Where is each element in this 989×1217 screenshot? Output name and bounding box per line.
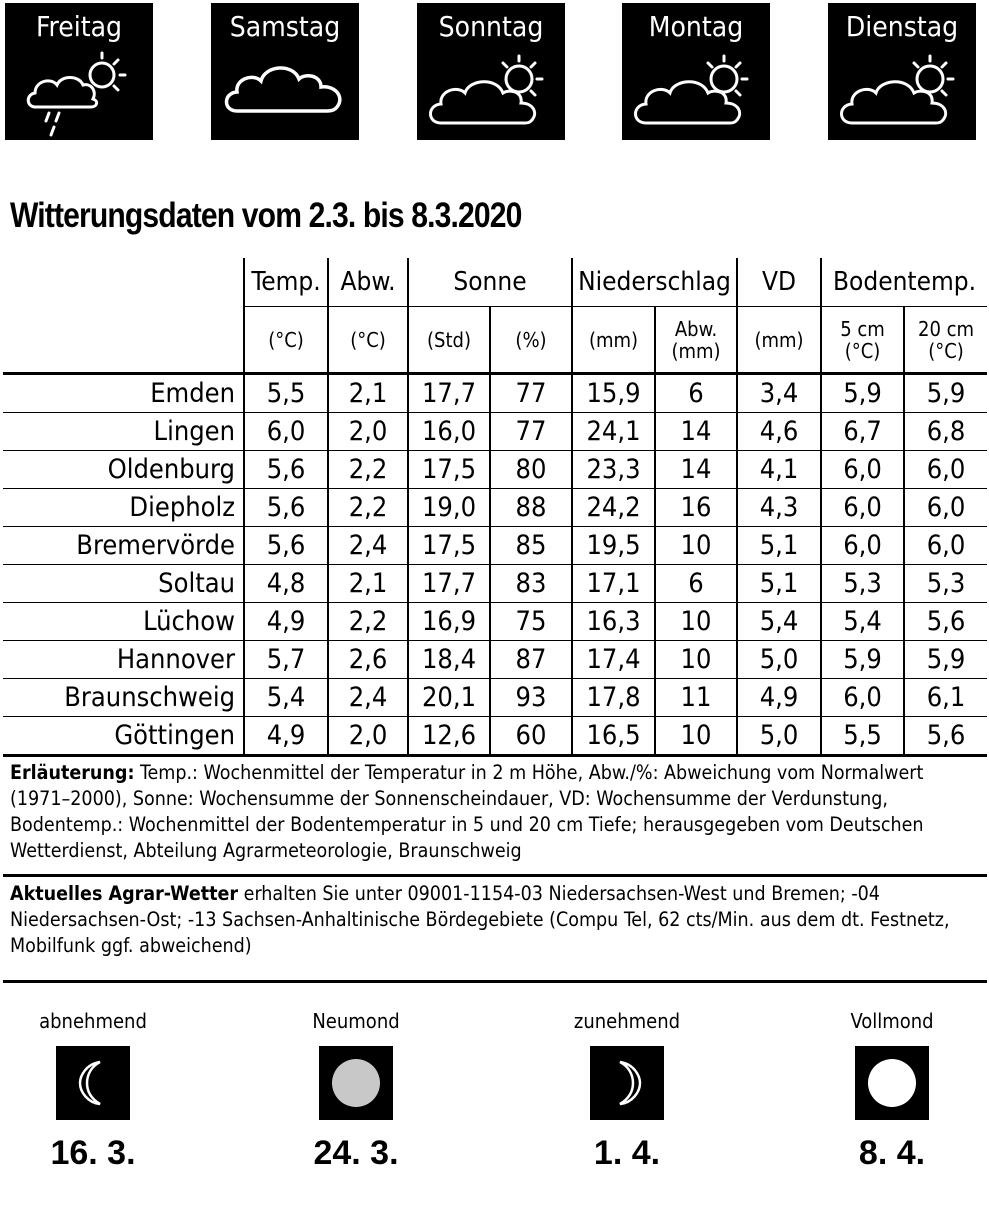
cell-mmabw: 6 (655, 374, 737, 413)
cell-abw: 2,0 (328, 717, 408, 756)
cell-pct: 77 (490, 374, 572, 413)
cell-mm: 17,1 (572, 565, 655, 603)
explanation-label: Erläuterung: (10, 761, 135, 784)
cell-pct: 77 (490, 413, 572, 451)
cell-mmabw: 6 (655, 565, 737, 603)
cell-b5: 5,4 (821, 603, 904, 641)
col-group-vd: VD (737, 258, 821, 307)
cell-b5: 5,9 (821, 641, 904, 679)
cell-mm: 16,5 (572, 717, 655, 756)
cell-mmabw: 16 (655, 489, 737, 527)
cell-vd: 3,4 (737, 374, 821, 413)
divider (3, 980, 987, 983)
unit-nieder-mm: (mm) (572, 307, 655, 374)
forecast-tile-saturday (211, 3, 359, 140)
cell-pct: 80 (490, 451, 572, 489)
cell-mmabw: 11 (655, 679, 737, 717)
table-row (3, 527, 987, 565)
unit-boden-20cm (904, 307, 987, 374)
page-title: Witterungsdaten vom 2.3. bis 8.3.2020 (10, 196, 522, 235)
cell-b20: 6,1 (904, 679, 987, 717)
cell-pct: 87 (490, 641, 572, 679)
sun-cloud-icon (828, 47, 976, 140)
table-row (3, 413, 987, 451)
forecast-tile-monday (622, 3, 770, 140)
cell-abw: 2,2 (328, 603, 408, 641)
forecast-tile-friday (5, 3, 153, 140)
unit-label: 5 cm (840, 316, 885, 341)
cell-mmabw: 10 (655, 641, 737, 679)
cell-b5: 6,0 (821, 489, 904, 527)
cell-pct: 88 (490, 489, 572, 527)
new-moon-icon (319, 1046, 393, 1120)
cell-b5: 5,3 (821, 565, 904, 603)
forecast-tile-sunday (417, 3, 565, 140)
cell-std: 19,0 (408, 489, 490, 527)
cell-pct: 60 (490, 717, 572, 756)
table-row (3, 717, 987, 756)
explanation-text (10, 760, 985, 864)
forecast-day: Freitag (36, 10, 122, 43)
cell-abw: 2,4 (328, 679, 408, 717)
cell-temp: 4,9 (244, 717, 328, 756)
rain-sun-cloud-icon (5, 47, 153, 140)
cell-b5: 5,9 (821, 374, 904, 413)
cell-vd: 4,9 (737, 679, 821, 717)
forecast-day: Samstag (229, 10, 341, 43)
table-row (3, 565, 987, 603)
cell-mm: 23,3 (572, 451, 655, 489)
cell-temp: 5,7 (244, 641, 328, 679)
cell-vd: 5,0 (737, 641, 821, 679)
agrar-body: erhalten Sie unter 09001-1154-03 Niedersachsen-West und Bremen; -04 Niedersachsen-Ost; -13 Sachsen-Anhaltinische Bördegebiete (Compu Tel, 62 cts/Min. aus dem dt. Festnetz, Mobilfunk ggf. abweichend) (10, 882, 950, 957)
cell-std: 18,4 (408, 641, 490, 679)
unit-sonne-std: (Std) (408, 307, 490, 374)
cell-mmabw: 10 (655, 527, 737, 565)
unit-vd: (mm) (737, 307, 821, 374)
forecast-tile-tuesday (828, 3, 976, 140)
moon-phase-date: 8. 4. (858, 1134, 926, 1172)
cell-std: 17,7 (408, 565, 490, 603)
station-name: Diepholz (3, 489, 244, 527)
cell-std: 12,6 (408, 717, 490, 756)
cell-mm: 16,3 (572, 603, 655, 641)
cell-mmabw: 14 (655, 451, 737, 489)
cell-abw: 2,1 (328, 565, 408, 603)
cell-vd: 5,0 (737, 717, 821, 756)
divider (3, 874, 987, 877)
cell-abw: 2,4 (328, 527, 408, 565)
col-group-niederschlag: Niederschlag (572, 258, 737, 307)
sun-cloud-icon (417, 47, 565, 140)
moon-phase-date: 16. 3. (50, 1134, 136, 1172)
cell-b20: 6,8 (904, 413, 987, 451)
unit-sonne-pct: (%) (490, 307, 572, 374)
col-group-temp: Temp. (244, 258, 328, 307)
cell-mmabw: 14 (655, 413, 737, 451)
station-name: Soltau (3, 565, 244, 603)
cell-vd: 4,6 (737, 413, 821, 451)
cell-b5: 6,0 (821, 451, 904, 489)
cell-temp: 4,9 (244, 603, 328, 641)
sun-cloud-icon (622, 47, 770, 140)
moon-phase-date: 24. 3. (313, 1134, 399, 1172)
cell-temp: 6,0 (244, 413, 328, 451)
cell-mm: 15,9 (572, 374, 655, 413)
cell-abw: 2,6 (328, 641, 408, 679)
cell-mm: 17,8 (572, 679, 655, 717)
station-name: Lüchow (3, 603, 244, 641)
cell-temp: 5,6 (244, 527, 328, 565)
table-row (3, 679, 987, 717)
unit-label: (°C) (928, 338, 964, 363)
cell-std: 17,5 (408, 451, 490, 489)
station-name: Emden (3, 374, 244, 413)
cell-mm: 19,5 (572, 527, 655, 565)
col-group-sonne: Sonne (408, 258, 572, 307)
cell-std: 20,1 (408, 679, 490, 717)
cell-b20: 6,0 (904, 489, 987, 527)
moon-phase-box (855, 1046, 929, 1120)
cell-mmabw: 10 (655, 603, 737, 641)
moon-phase-box (319, 1046, 393, 1120)
cell-b20: 5,9 (904, 374, 987, 413)
cell-b5: 5,5 (821, 717, 904, 756)
cell-temp: 5,4 (244, 679, 328, 717)
unit-label: Abw. (674, 316, 718, 341)
cell-b20: 5,9 (904, 641, 987, 679)
unit-temp: (°C) (244, 307, 328, 374)
cell-abw: 2,0 (328, 413, 408, 451)
cell-vd: 5,4 (737, 603, 821, 641)
agrar-label: Aktuelles Agrar-Wetter (10, 882, 239, 905)
moon-phase-new (271, 1008, 441, 1172)
cloud-icon (211, 47, 359, 140)
table-row (3, 603, 987, 641)
unit-boden-5cm (821, 307, 904, 374)
agrar-info (10, 881, 985, 959)
forecast-day: Dienstag (845, 10, 959, 43)
cell-b20: 5,3 (904, 565, 987, 603)
col-group-bodentemp: Bodentemp. (821, 258, 987, 307)
cell-mmabw: 10 (655, 717, 737, 756)
table-row (3, 641, 987, 679)
station-name: Lingen (3, 413, 244, 451)
full-moon-icon (855, 1046, 929, 1120)
forecast-day: Sonntag (438, 10, 544, 43)
cell-std: 17,5 (408, 527, 490, 565)
moon-phase-waning (8, 1008, 178, 1172)
moon-phase-full (807, 1008, 977, 1172)
table-row (3, 489, 987, 527)
waxing-moon-icon (590, 1046, 664, 1120)
cell-b5: 6,0 (821, 679, 904, 717)
cell-b20: 6,0 (904, 527, 987, 565)
unit-label: (mm) (671, 338, 721, 363)
cell-mm: 24,2 (572, 489, 655, 527)
cell-b5: 6,0 (821, 527, 904, 565)
cell-abw: 2,2 (328, 489, 408, 527)
cell-temp: 4,8 (244, 565, 328, 603)
cell-std: 16,0 (408, 413, 490, 451)
station-name: Braunschweig (3, 679, 244, 717)
cell-vd: 4,3 (737, 489, 821, 527)
unit-label: 20 cm (918, 316, 975, 341)
weather-data-table (3, 258, 987, 757)
corner-cell (3, 307, 244, 374)
cell-vd: 5,1 (737, 565, 821, 603)
cell-std: 16,9 (408, 603, 490, 641)
cell-mm: 24,1 (572, 413, 655, 451)
moon-phase-date: 1. 4. (593, 1134, 661, 1172)
moon-phase-label: Vollmond (850, 1009, 934, 1033)
cell-std: 17,7 (408, 374, 490, 413)
cell-b20: 5,6 (904, 717, 987, 756)
cell-pct: 93 (490, 679, 572, 717)
table-row (3, 374, 987, 413)
cell-abw: 2,2 (328, 451, 408, 489)
cell-mm: 17,4 (572, 641, 655, 679)
cell-pct: 85 (490, 527, 572, 565)
cell-temp: 5,6 (244, 451, 328, 489)
moon-phase-label: Neumond (312, 1009, 400, 1033)
station-name: Oldenburg (3, 451, 244, 489)
moon-phase-waxing (542, 1008, 712, 1172)
cell-b20: 5,6 (904, 603, 987, 641)
cell-temp: 5,5 (244, 374, 328, 413)
moon-phase-box (590, 1046, 664, 1120)
moon-phase-label: zunehmend (573, 1009, 681, 1033)
cell-b20: 6,0 (904, 451, 987, 489)
station-name: Hannover (3, 641, 244, 679)
cell-vd: 5,1 (737, 527, 821, 565)
table-row (3, 451, 987, 489)
cell-pct: 75 (490, 603, 572, 641)
station-name: Göttingen (3, 717, 244, 756)
unit-abw: (°C) (328, 307, 408, 374)
station-name: Bremervörde (3, 527, 244, 565)
corner-cell (3, 258, 244, 307)
col-group-abw: Abw. (328, 258, 408, 307)
explanation-body: Temp.: Wochenmittel der Temperatur in 2 m Höhe, Abw./%: Abweichung vom Normalwert (1971–2000), Sonne: Wochensumme der Sonnenscheindauer, VD: Wochensumme der Verdunstung, Bodentemp.: Wochenmittel der Bodentemperatur in 5 und 20 cm Tiefe; herausgegeben vom Deutschen Wetterdienst, Abteilung Agrarmeteorologie, Braunschweig (10, 761, 924, 862)
moon-phase-label: abnehmend (39, 1009, 147, 1033)
cell-abw: 2,1 (328, 374, 408, 413)
cell-vd: 4,1 (737, 451, 821, 489)
cell-temp: 5,6 (244, 489, 328, 527)
moon-phase-box (56, 1046, 130, 1120)
unit-label: (°C) (844, 338, 881, 363)
waning-moon-icon (56, 1046, 130, 1120)
cell-pct: 83 (490, 565, 572, 603)
forecast-day: Montag (648, 10, 744, 43)
unit-nieder-abw (655, 307, 737, 374)
cell-b5: 6,7 (821, 413, 904, 451)
